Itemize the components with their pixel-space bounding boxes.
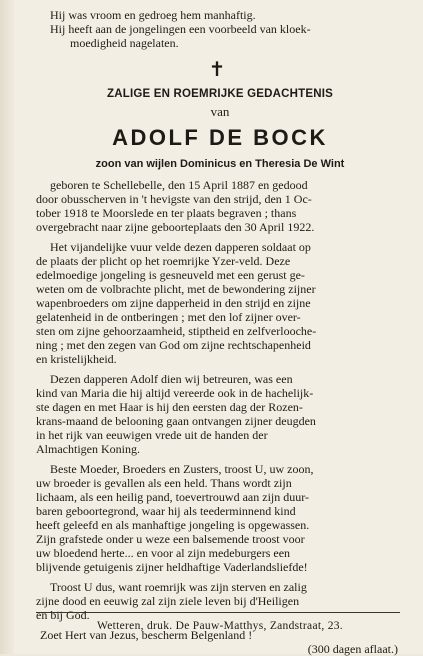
text-line: uw bloedend herte... en voor al zijn medeburgers een — [36, 546, 291, 560]
text-line: Almachtigen Koning. — [36, 442, 140, 456]
card-content — [36, 8, 404, 656]
text-line: in het rijk van eeuwigen vrede uit de handen der — [36, 428, 268, 442]
text-line: Troost U dus, want roemrijk was zijn sterven en zalig — [50, 580, 307, 594]
text-line: blijvende getuigenis zijner heldhaftige Vaderlandsliefde! — [36, 560, 308, 574]
text-line: lichaam, als een heilig pand, toevertrouwd aan zijn duur- — [36, 490, 309, 504]
text-line: heeft geleefd en als manhaftige jongeling is opgewassen. — [36, 518, 310, 532]
paragraph-family — [36, 462, 404, 574]
text-line: weten om de volbrachte plicht, met de bewondering zijner — [36, 282, 316, 296]
text-line: kind van Maria die hij altijd vereerde ook in de hachelijk- — [36, 386, 314, 400]
biography — [36, 178, 404, 234]
bio-line: door obusscherven in 't hevigste van den strijd, den 1 Oc- — [36, 192, 312, 206]
bio-line: overgebracht naar zijne geboorteplaats den 30 April 1922. — [36, 220, 315, 234]
printer-imprint: Wetteren, druk. De Pauw-Matthys, Zandstraat, 23. — [97, 620, 343, 632]
footer-divider — [36, 612, 400, 613]
text-line: wapenbroeders om zijne dapperheid in den strijd en zijne — [36, 296, 311, 310]
prayer-line: Zoet Hert van Jezus, bescherm Belgenland ! — [40, 628, 253, 642]
prayer — [36, 628, 404, 656]
text-line: de plaats der plicht op het roemrijke Yzer-veld. Deze — [36, 254, 291, 268]
van-word: van — [210, 104, 230, 119]
bio-line: tober 1918 te Moorslede en ter plaats begraven ; thans — [36, 206, 297, 220]
bio-line: geboren te Schellebelle, den 15 April 1887 en gedood — [50, 178, 308, 192]
text-line: Dezen dapperen Adolf dien wij betreuren, was een — [50, 372, 293, 386]
text-line: en bij God. — [36, 608, 90, 622]
card-edge — [0, 0, 14, 654]
intro-line: Hij heeft aan de jongelingen een voorbeeld van kloek- — [50, 22, 311, 36]
text-line: sten om zijne gehoorzaamheid, stiptheid en zelfverlooche- — [36, 324, 317, 338]
paragraph-consolation — [36, 580, 404, 622]
text-line: uw broeder is gevallen als een held. Thans wordt zijn — [36, 476, 292, 490]
text-line: Zijn grafstede onder u weze een balsemende troost voor — [36, 532, 305, 546]
text-line: ning ; met den zegen van God om zijne rechtschapenheid — [36, 338, 311, 352]
text-line: Het vijandelijke vuur velde dezen dapperen soldaat op — [50, 240, 311, 254]
text-line: baren geboortegrond, waar hij als teederminnend kind — [36, 504, 296, 518]
paragraph-mary — [36, 372, 404, 456]
intro-line: Hij was vroom en gedroeg hem manhaftig. — [50, 8, 256, 22]
cross-icon: ✝ — [208, 59, 226, 81]
paragraph-soldier — [36, 240, 404, 366]
text-line: krans-maand de belooning gaan ontvangen zijner deugden — [36, 414, 316, 428]
intro-quote — [42, 8, 404, 50]
text-line: Beste Moeder, Broeders en Zusters, troost U, uw zoon, — [50, 462, 314, 476]
parents-line: zoon van wijlen Dominicus en Theresia De Wint — [95, 158, 345, 170]
intro-line: moedigheid nagelaten. — [70, 36, 179, 50]
text-line: zijne dood en eeuwig zal zijn ziele leven bij d'Heiligen — [36, 594, 300, 608]
text-line: gelatenheid in de ontberingen ; met den lof zijner over- — [36, 310, 301, 324]
memorial-heading: ZALIGE EN ROEMRIJKE GEDACHTENIS — [107, 88, 333, 100]
text-line: en kristelijkheid. — [36, 352, 117, 366]
deceased-name: ADOLF DE BOCK — [112, 125, 328, 150]
text-line: ste dagen en met Haar is hij den eersten dag der Rozen- — [36, 400, 303, 414]
text-line: edelmoedige jongeling is gesneuveld met een gerust ge- — [36, 268, 305, 282]
indulgence-note: (300 dagen aflaat.) — [307, 642, 398, 656]
